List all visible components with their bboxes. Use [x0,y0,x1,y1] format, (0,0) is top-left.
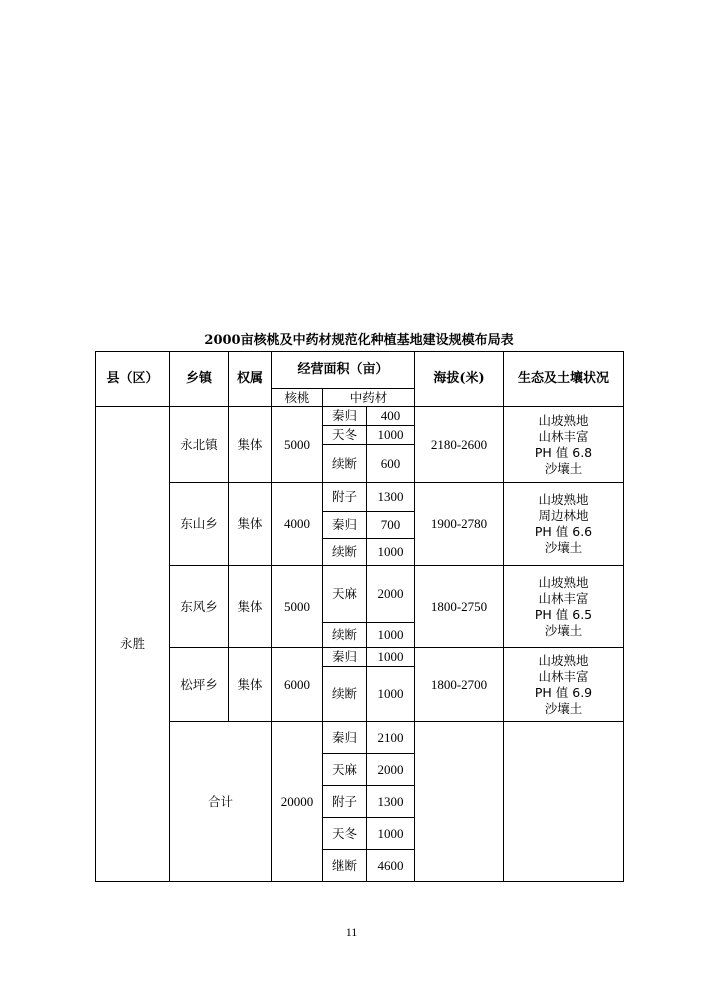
herb-area: 1000 [367,623,415,648]
herb-area: 400 [367,407,415,426]
ecology-line: 沙壤土 [544,622,583,638]
total-walnut-area: 20000 [272,722,323,882]
ecology-cell [504,566,624,648]
herb-area: 1000 [367,667,415,722]
herb-area: 1000 [367,818,415,850]
ecology-line: PH 值 6.6 [534,524,593,539]
ecology-line: 山林丰富 [538,428,589,444]
ecology-line: 山坡熟地 [538,574,589,590]
ecology-line: 周边林地 [538,508,589,523]
ownership-cell: 集体 [229,483,272,566]
ecology-line: 沙壤土 [544,540,583,555]
ecology-line: PH 值 6.8 [534,444,593,460]
herb-area: 1000 [367,648,415,667]
header-ecology: 生态及土壤状况 [504,352,624,407]
herb-area: 1300 [367,483,415,512]
herb-name: 天麻 [323,754,367,786]
herb-area: 2000 [367,754,415,786]
herb-area: 600 [367,445,415,483]
ecology-line: 沙壤土 [544,460,583,476]
herb-area: 1300 [367,786,415,818]
herb-name: 续断 [323,445,367,483]
herb-area: 1000 [367,426,415,445]
township-name: 东山乡 [170,483,229,566]
ownership-cell: 集体 [229,566,272,648]
total-altitude-empty [415,722,504,882]
table-title: 2000亩核桃及中药材规范化种植基地建设规模布局表 [204,333,514,348]
ecology-line: 山坡熟地 [538,492,589,507]
header-walnut: 核桃 [272,389,323,407]
altitude-range: 1900-2780 [415,483,504,566]
township-name: 松坪乡 [170,648,229,722]
altitude-range: 1800-2750 [415,566,504,648]
ecology-cell [504,648,624,722]
ownership-cell: 集体 [229,648,272,722]
herb-name: 续断 [323,539,367,566]
herb-area: 4600 [367,850,415,882]
herb-name: 秦归 [323,407,367,426]
herb-name: 天冬 [323,818,367,850]
herb-area: 2000 [367,566,415,623]
header-county: 县（区） [96,352,170,407]
ecology-line: 山林丰富 [538,668,589,684]
herb-area: 1000 [367,539,415,566]
header-herbs: 中药材 [323,389,415,407]
herb-name: 继断 [323,850,367,882]
page-number: 11 [345,925,358,939]
ecology-line: 山坡熟地 [538,412,589,428]
herb-name: 续断 [323,623,367,648]
ecology-cell [504,483,624,566]
walnut-area: 6000 [272,648,323,722]
altitude-range: 1800-2700 [415,648,504,722]
herb-name: 秦归 [323,722,367,754]
herb-name: 天冬 [323,426,367,445]
township-name: 东风乡 [170,566,229,648]
township-name: 永北镇 [170,407,229,483]
header-area: 经营面积（亩） [272,352,415,389]
ecology-line: 山林丰富 [538,590,589,606]
ecology-line: 山坡熟地 [538,652,589,668]
planting-layout-table [95,351,624,882]
altitude-range: 2180-2600 [415,407,504,483]
walnut-area: 4000 [272,483,323,566]
ecology-line: PH 值 6.9 [534,684,593,700]
herb-name: 附子 [323,786,367,818]
herb-name: 秦归 [323,512,367,539]
total-ecology-empty [504,722,624,882]
ecology-cell [504,407,624,483]
herb-name: 附子 [323,483,367,512]
ownership-cell: 集体 [229,407,272,483]
herb-area: 700 [367,512,415,539]
herb-name: 天麻 [323,566,367,623]
herb-name: 续断 [323,667,367,722]
county-cell: 永胜 [96,407,170,882]
ecology-line: 沙壤土 [544,700,583,716]
header-ownership: 权属 [229,352,272,407]
walnut-area: 5000 [272,407,323,483]
walnut-area: 5000 [272,566,323,648]
total-label: 合计 [170,722,272,882]
ecology-line: PH 值 6.5 [534,606,593,622]
header-altitude: 海拔(米) [415,352,504,407]
header-township: 乡镇 [170,352,229,407]
herb-area: 2100 [367,722,415,754]
herb-name: 秦归 [323,648,367,667]
